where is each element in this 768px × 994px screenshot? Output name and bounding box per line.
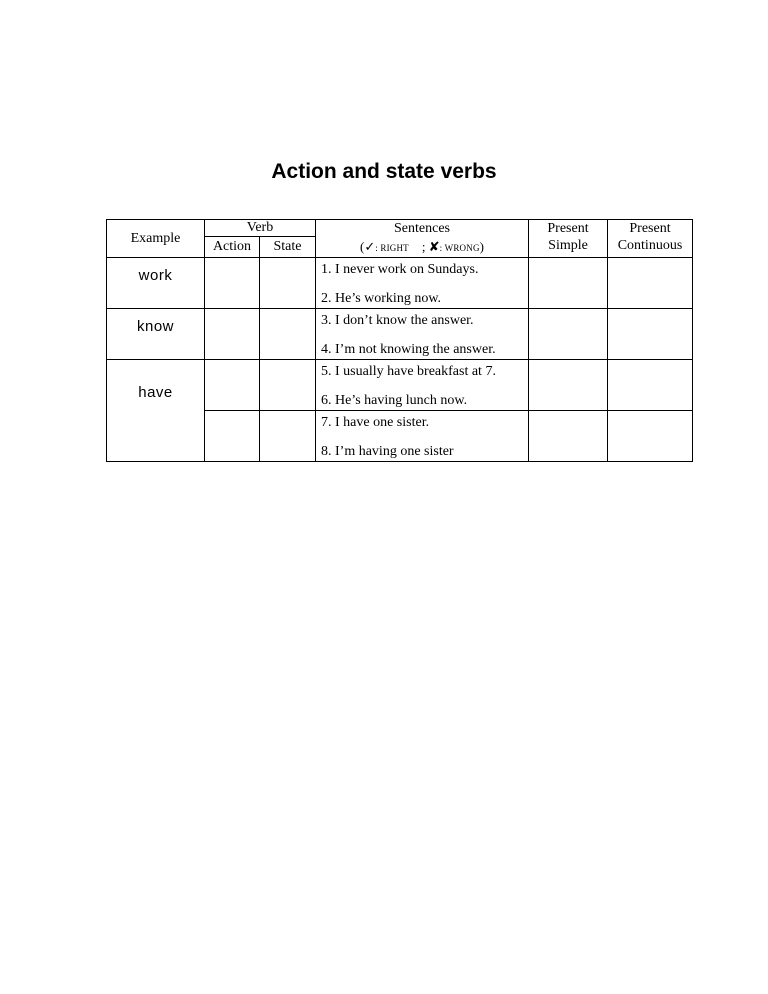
sentence: 5. I usually have breakfast at 7.: [321, 364, 496, 379]
verb-label: know: [136, 318, 175, 335]
header-legend: [316, 238, 528, 257]
legend-wrong: : WRONG: [439, 243, 480, 253]
header-verb: Verb: [205, 220, 316, 237]
verbs-table: [106, 219, 693, 462]
header-present-simple-line1: Present: [547, 221, 589, 236]
present-simple-cell[interactable]: [529, 309, 608, 360]
header-present-continuous-line1: Present: [629, 221, 671, 236]
verb-cell: [107, 309, 205, 360]
state-cell[interactable]: [260, 309, 316, 360]
action-cell[interactable]: [205, 360, 260, 411]
verb-cell: [107, 360, 205, 462]
action-cell[interactable]: [205, 309, 260, 360]
header-action: Action: [205, 237, 260, 258]
legend-close: ): [479, 239, 484, 254]
sentences-cell: [316, 258, 529, 309]
sentences-cell: [316, 309, 529, 360]
state-cell[interactable]: [260, 411, 316, 462]
verb-cell: [107, 258, 205, 309]
sentence: 8. I’m having one sister: [321, 444, 454, 459]
state-cell[interactable]: [260, 360, 316, 411]
present-continuous-cell[interactable]: [608, 360, 693, 411]
sentence: 3. I don’t know the answer.: [321, 313, 474, 328]
present-continuous-cell[interactable]: [608, 309, 693, 360]
sentence: 1. I never work on Sundays.: [321, 262, 479, 277]
table-row: [107, 309, 693, 360]
header-present-simple: [529, 220, 608, 258]
verb-label: work: [138, 267, 173, 284]
table-row: [107, 360, 693, 411]
sentence: 4. I’m not knowing the answer.: [321, 342, 496, 357]
present-continuous-cell[interactable]: [608, 258, 693, 309]
header-present-continuous-line2: Continuous: [617, 238, 683, 253]
legend-open: (: [359, 239, 365, 254]
verb-label: have: [138, 384, 173, 401]
cross-icon: ✘: [428, 240, 440, 255]
present-simple-cell[interactable]: [529, 411, 608, 462]
sentence: 6. He’s having lunch now.: [321, 393, 468, 408]
header-present-continuous: [608, 220, 693, 258]
header-sentences-label: Sentences: [394, 221, 450, 236]
sentences-cell: [316, 411, 529, 462]
present-simple-cell[interactable]: [529, 360, 608, 411]
legend-separator: ;: [421, 239, 426, 254]
legend-right: : RIGHT: [375, 243, 409, 253]
action-cell[interactable]: [205, 411, 260, 462]
header-row-top: [107, 220, 693, 237]
sentence: 2. He’s working now.: [321, 291, 442, 306]
header-state: State: [260, 237, 316, 258]
header-example: Example: [107, 220, 205, 258]
header-sentences: [316, 220, 529, 258]
table-row: [107, 258, 693, 309]
check-icon: ✓: [364, 240, 376, 255]
sentences-cell: [316, 360, 529, 411]
action-cell[interactable]: [205, 258, 260, 309]
state-cell[interactable]: [260, 258, 316, 309]
page-title: Action and state verbs: [271, 160, 497, 183]
present-continuous-cell[interactable]: [608, 411, 693, 462]
header-present-simple-line2: Simple: [548, 238, 588, 253]
sentence: 7. I have one sister.: [321, 415, 430, 430]
present-simple-cell[interactable]: [529, 258, 608, 309]
